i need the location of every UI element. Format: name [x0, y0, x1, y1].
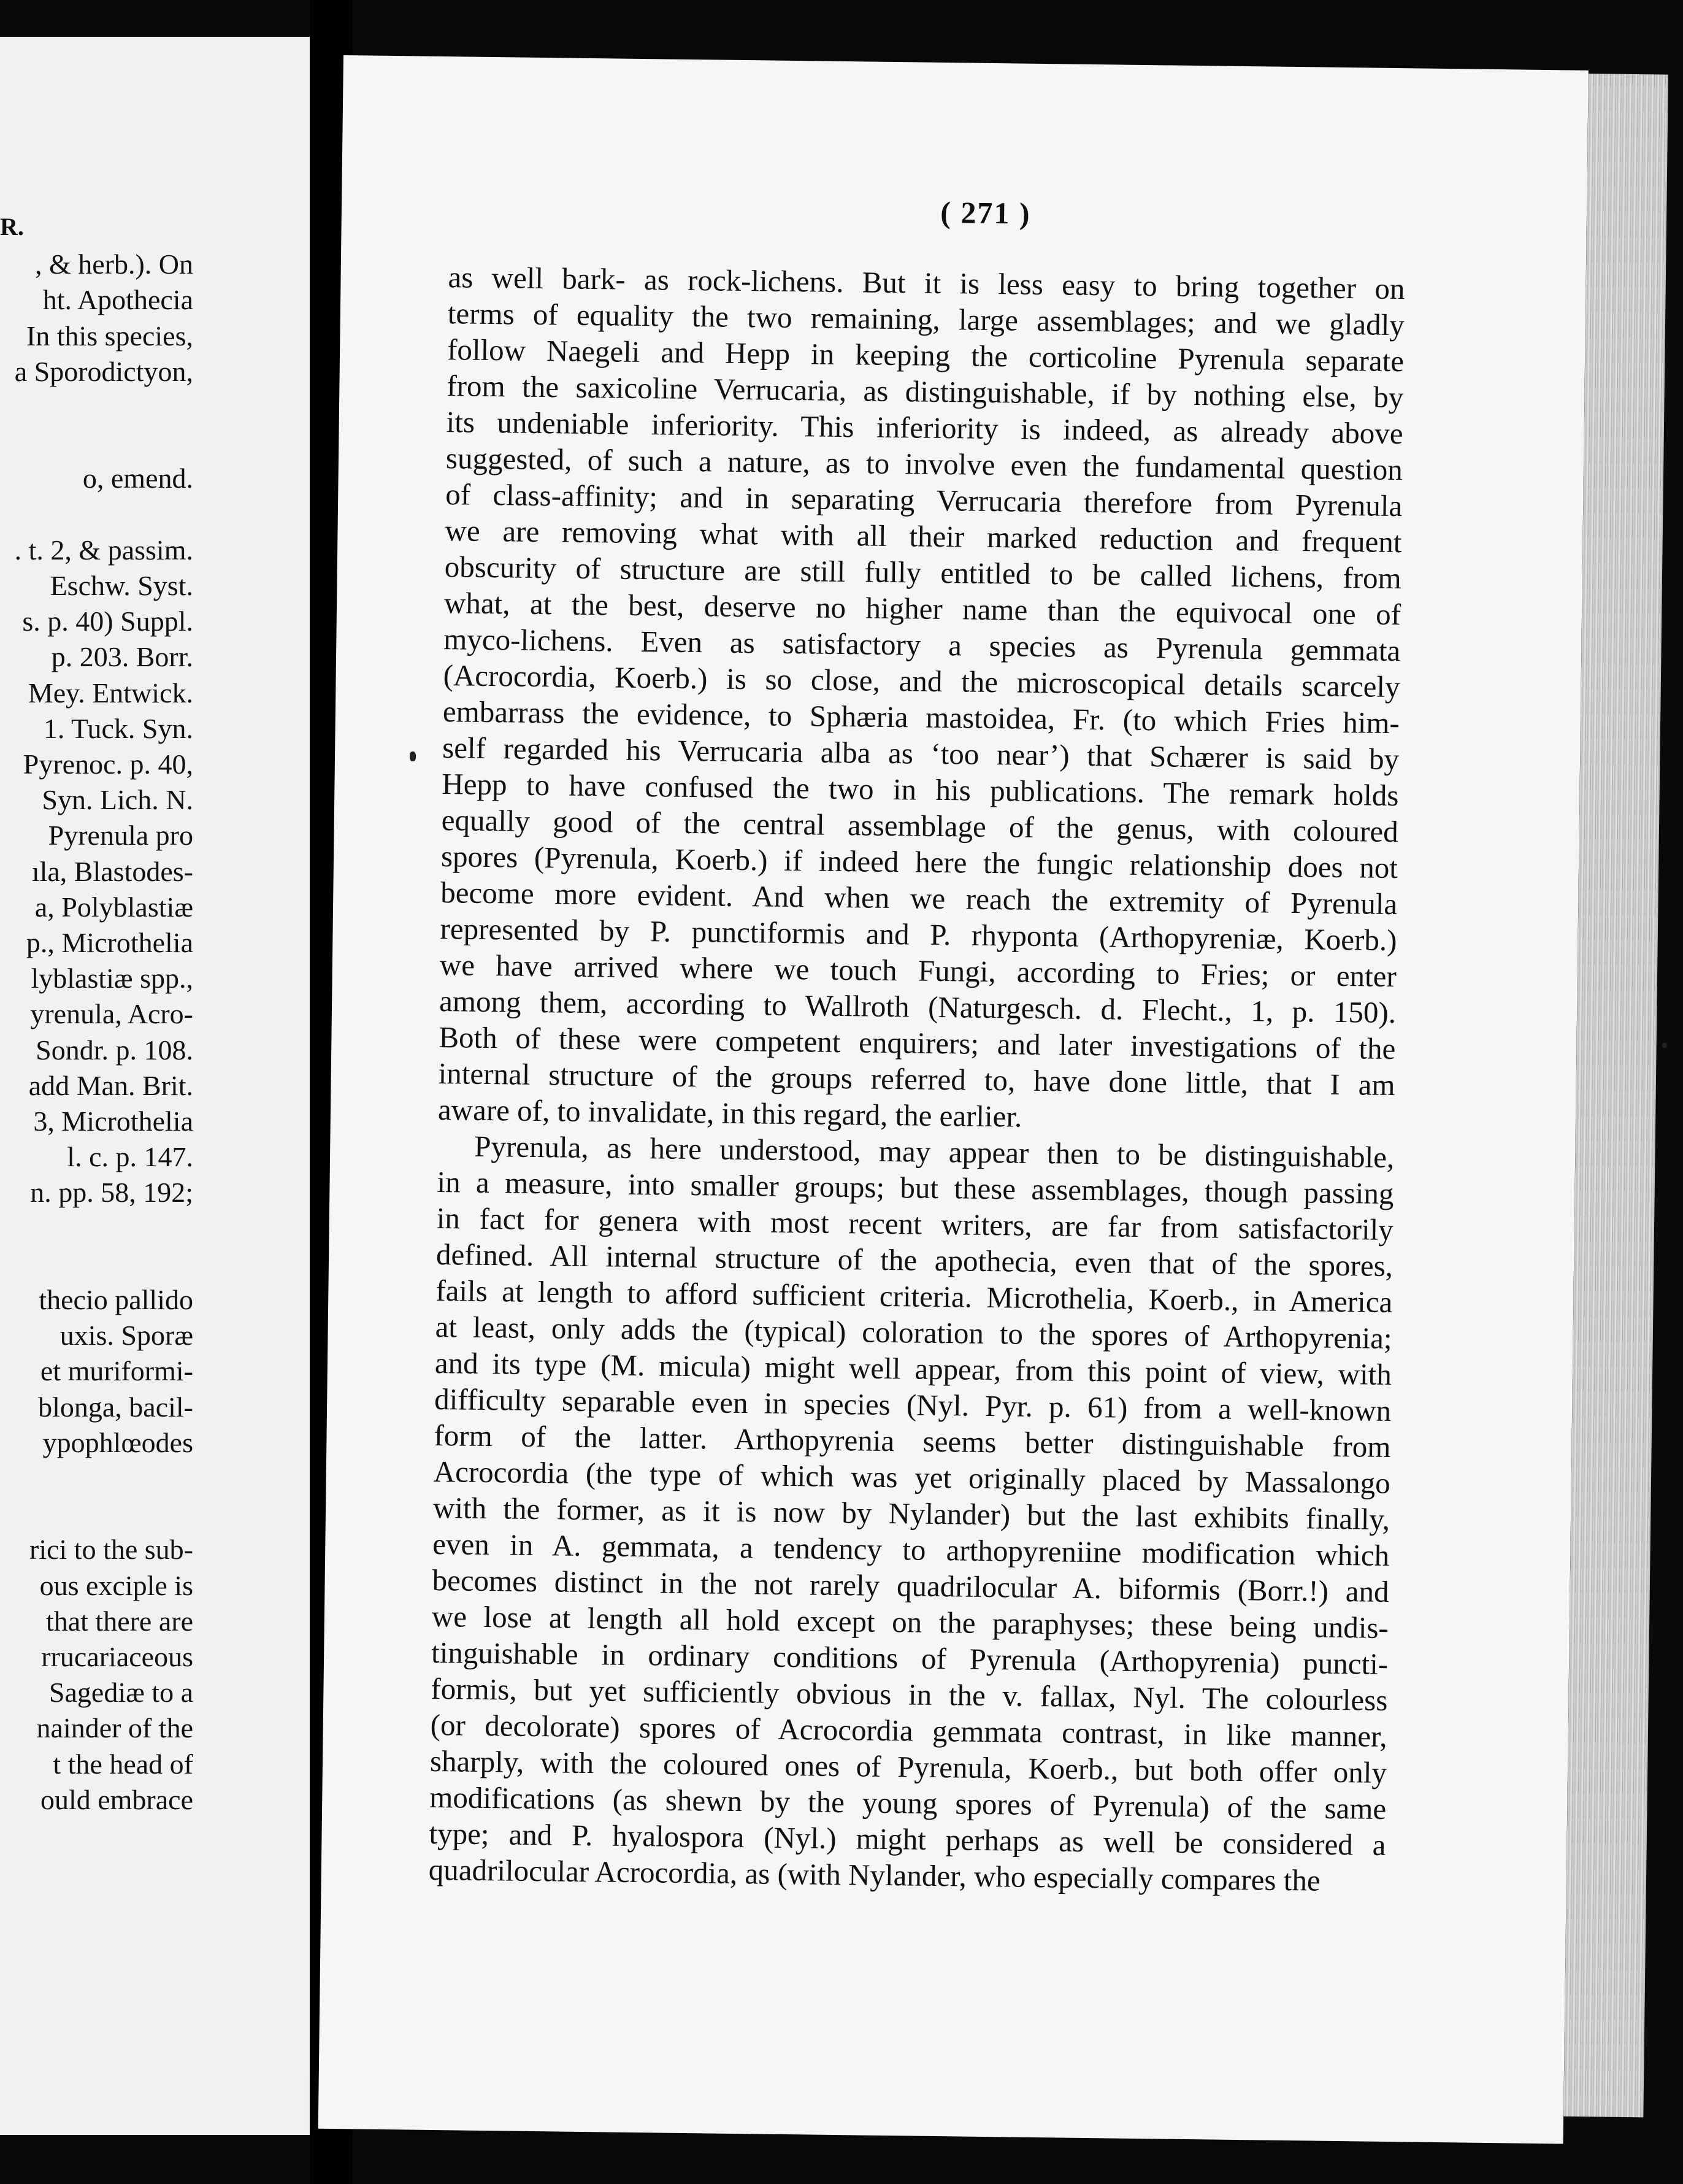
body-line: follow Naegeli and Hepp in keeping the corticoline Pyrenula separate — [447, 333, 1405, 379]
body-line: type; and P. hyalospora (Nyl.) might perhaps as well be considered a — [429, 1816, 1386, 1862]
left-page-line: rici to the sub- — [29, 1534, 193, 1566]
body-line: at least, only adds the (typical) coloration to the spores of Arthopyrenia; — [435, 1309, 1392, 1356]
body-line: embarrass the evidence, to Sphæria mastoidea, Fr. (to which Fries him- — [442, 694, 1400, 740]
page-number: ( 271 ) — [940, 194, 1031, 231]
body-line: self regarded his Verrucaria alba as ‘too near’) that Schærer is said by — [442, 731, 1400, 777]
left-page-line: Pyrenula pro — [48, 820, 193, 852]
body-line: its undeniable inferiority. This inferiority is indeed, as already above — [446, 405, 1403, 451]
left-page-line: 1. Tuck. Syn. — [43, 712, 193, 744]
left-page-line: Mey. Entwick. — [28, 677, 193, 709]
body-line: modifications (as shewn by the young spores of Pyrenula) of the same — [429, 1780, 1387, 1826]
left-page-line: blonga, bacil- — [38, 1391, 193, 1423]
body-line: and its type (M. micula) might well appear, from this point of view, with — [434, 1345, 1392, 1392]
left-page-line: 3, Microthelia — [33, 1105, 193, 1137]
body-line: internal structure of the groups referred to, have done little, that I am — [438, 1056, 1395, 1102]
body-line: spores (Pyrenula, Koerb.) if indeed here the fungic relationship does not — [440, 839, 1398, 885]
body-line: becomes distinct in the not rarely quadrilocular A. biformis (Borr.!) and — [432, 1563, 1389, 1609]
left-page-line: Pyrenoc. p. 40, — [23, 748, 193, 780]
body-text — [429, 259, 1405, 1899]
left-page-line: a Sporodictyon, — [14, 355, 193, 387]
left-page-line: p., Microthelia — [26, 927, 193, 958]
left-page-line: that there are — [45, 1605, 193, 1637]
body-line: among them, according to Wallroth (Naturgesch. d. Flecht., 1, p. 150). — [439, 984, 1397, 1030]
left-page-line: add Man. Brit. — [28, 1069, 193, 1101]
paper-speck — [410, 752, 416, 761]
body-line: in fact for genera with most recent writers, are far from satisfactorily — [436, 1201, 1394, 1247]
body-line: myco-lichens. Even as satisfactory a species as Pyrenula gemmata — [443, 622, 1401, 668]
left-page-line: t the head of — [53, 1748, 193, 1780]
body-line: we lose at length all hold except on the paraphyses; these being undis- — [431, 1599, 1389, 1645]
body-line: suggested, of such a nature, as to involve even the fundamental question — [445, 441, 1403, 487]
left-page-line: uxis. Sporæ — [59, 1320, 193, 1352]
body-line: Acrocordia (the type of which was yet originally placed by Massalongo — [433, 1454, 1391, 1501]
body-line: (Acrocordia, Koerb.) is so close, and the microscopical details scarcely — [443, 658, 1400, 704]
left-page-line: In this species, — [26, 320, 193, 352]
body-line: formis, but yet sufficiently obvious in the v. fallax, Nyl. The colourless — [431, 1671, 1388, 1717]
body-line: fails at length to afford sufficient criteria. Microthelia, Koerb., in America — [435, 1273, 1393, 1320]
body-line: tinguishable in ordinary conditions of Pyrenula (Arthopyrenia) puncti- — [431, 1635, 1389, 1682]
body-line: what, at the best, deserve no higher name than the equivocal one of — [443, 586, 1401, 632]
left-page-line: Eschw. Syst. — [50, 570, 193, 601]
body-line: equally good of the central assemblage of the genus, with coloured — [441, 803, 1399, 849]
body-line: become more evident. And when we reach the extremity of Pyrenula — [440, 875, 1398, 921]
left-page-line: rrucariaceous — [41, 1641, 193, 1672]
body-line: in a measure, into smaller groups; but these assemblages, though passing — [437, 1165, 1394, 1211]
body-line: difficulty separable even in species (Nyl. Pyr. p. 61) from a well-known — [434, 1382, 1392, 1428]
left-page-line: Sondr. p. 108. — [36, 1034, 193, 1066]
body-line: quadrilocular Acrocordia, as (with Nylander, who especially compares the — [428, 1852, 1321, 1898]
body-line: represented by P. punctiformis and P. rhyponta (Arthopyreniæ, Koerb.) — [440, 912, 1397, 958]
body-line: obscurity of structure are still fully entitled to be called lichens, from — [444, 550, 1402, 596]
body-line: defined. All internal structure of the apothecia, even that of the spores, — [435, 1237, 1394, 1283]
left-page-line: . t. 2, & passim. — [14, 534, 193, 566]
body-line: with the former, as it is now by Nylander) but the last exhibits finally, — [432, 1490, 1390, 1537]
body-line: as well bark- as rock-lichens. But it is less easy to bring together on — [448, 260, 1405, 306]
left-page-line: ypophlœodes — [42, 1426, 193, 1458]
left-page-line: o, emend. — [82, 463, 193, 494]
body-line: we have arrived where we touch Fungi, according to Fries; or enter — [439, 948, 1397, 994]
body-line: sharply, with the coloured ones of Pyrenula, Koerb., but both offer only — [429, 1744, 1387, 1790]
left-page-line: p. 203. Borr. — [51, 641, 193, 673]
left-page-line: nainder of the — [36, 1712, 193, 1744]
left-page-line: n. pp. 58, 192; — [30, 1177, 193, 1209]
left-page-line: s. p. 40) Suppl. — [22, 606, 193, 637]
left-page-line: ıla, Blastodes- — [31, 855, 193, 887]
left-page-line: R. — [0, 213, 24, 240]
right-page — [318, 55, 1589, 2144]
left-page-line: a, Polyblastiæ — [34, 891, 193, 923]
left-page-line: et muriformi- — [40, 1355, 193, 1387]
left-page-line: lyblastiæ spp., — [31, 963, 193, 994]
body-line: (or decolorate) spores of Acrocordia gemmata contrast, in like manner, — [430, 1707, 1387, 1753]
left-page-line: yrenula, Acro- — [30, 998, 193, 1030]
left-page-line: thecio pallido — [39, 1284, 193, 1315]
left-page-line: Syn. Lich. N. — [42, 784, 193, 816]
body-line: even in A. gemmata, a tendency to arthopyreniine modification which — [432, 1526, 1390, 1573]
body-line: terms of equality the two remaining, large assemblages; and we gladly — [447, 296, 1405, 342]
body-line: Hepp to have confused the two in his publications. The remark holds — [442, 767, 1399, 813]
paper-speck — [1662, 1043, 1667, 1048]
left-page-fragment — [0, 37, 310, 2135]
body-line: Both of these were competent enquirers; and later investigations of the — [439, 1020, 1396, 1066]
body-line: form of the latter. Arthopyrenia seems better distinguishable from — [434, 1418, 1391, 1464]
body-line: we are removing what with all their marked reduction and frequent — [445, 513, 1402, 559]
body-line: Pyrenula, as here understood, may appear then to be distinguishable, — [473, 1129, 1395, 1175]
body-line: of class-affinity; and in separating Verrucaria therefore from Pyrenula — [445, 477, 1403, 523]
body-line: aware of, to invalidate, in this regard, the earlier. — [437, 1093, 1022, 1134]
left-page-line: , & herb.). On — [34, 248, 193, 280]
left-page-line: Sagediæ to a — [48, 1677, 193, 1709]
left-page-line: ht. Apothecia — [42, 284, 193, 316]
body-line: from the saxicoline Verrucaria, as distinguishable, if by nothing else, by — [447, 369, 1404, 415]
left-page-line: ould embrace — [40, 1783, 193, 1815]
left-page-line: l. c. p. 147. — [67, 1141, 193, 1173]
left-page-line: ous exciple is — [39, 1569, 193, 1601]
